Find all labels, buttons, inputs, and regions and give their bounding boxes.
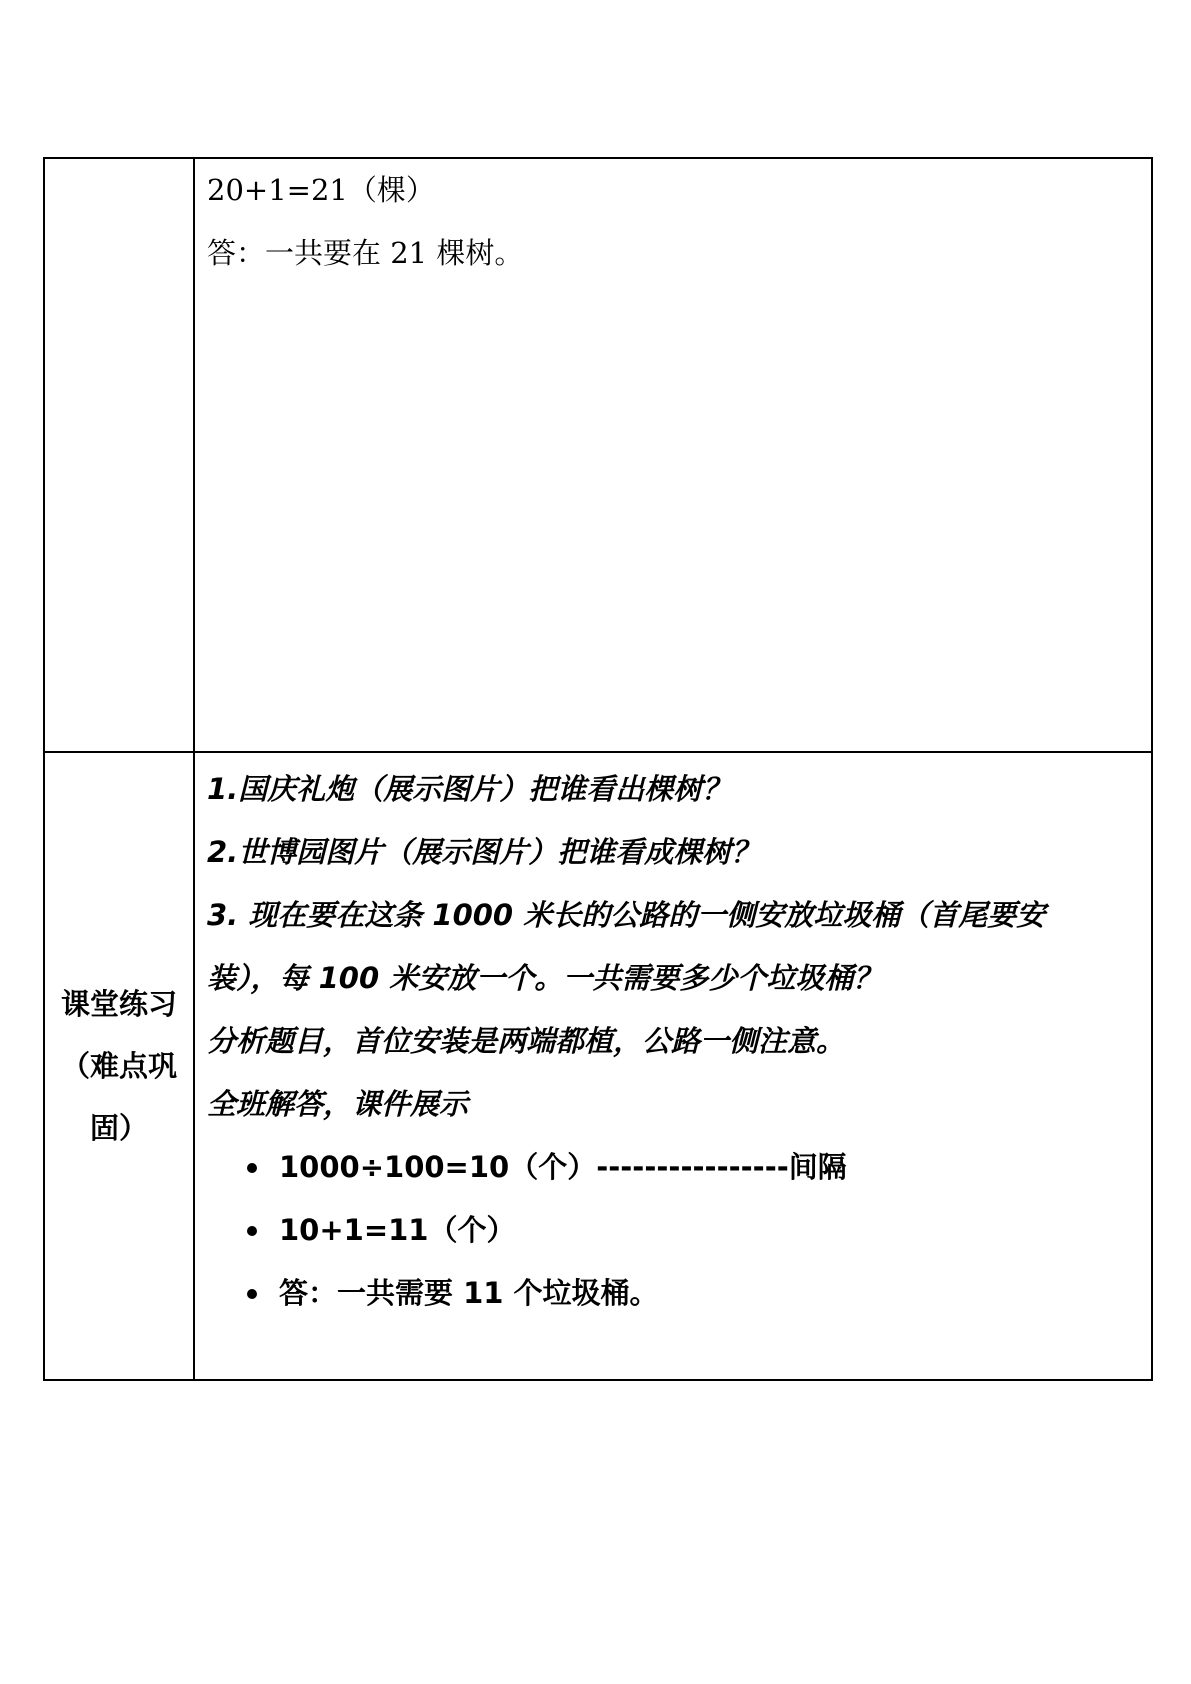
- row-label-cell-practice: [44, 752, 194, 1380]
- list-item: [247, 1199, 1151, 1262]
- question-1: 1.国庆礼炮（展示图片）把谁看出棵树？: [207, 772, 732, 806]
- solution-bullet-list: [207, 1136, 1151, 1325]
- bullet-icon: [247, 1163, 257, 1173]
- lesson-plan-table: [43, 157, 1153, 1381]
- bullet-icon: [247, 1289, 257, 1299]
- analysis-line: 分析题目，首位安装是两端都植，公路一侧注意。: [207, 1024, 846, 1058]
- bullet-icon: [247, 1226, 257, 1236]
- bullet-text: 1000÷100=10（个）----------------间隔: [279, 1150, 847, 1184]
- question-3-line-1: 3. 现在要在这条 1000 米长的公路的一侧安放垃圾桶（首尾要安: [207, 898, 1046, 932]
- answer-line: 答：一共要在 21 棵树。: [207, 236, 524, 270]
- bullet-text: 答：一共需要 11 个垃圾桶。: [279, 1276, 659, 1310]
- calc-line: 20+1=21（棵）: [207, 173, 435, 207]
- row-label-cell-empty: [44, 158, 194, 752]
- table-row-continuation: [44, 158, 1152, 752]
- question-3-line-2: 装），每 100 米安放一个。一共需要多少个垃圾桶？: [207, 961, 883, 995]
- row-label-practice: 课堂练习（难点巩固）: [60, 987, 177, 1145]
- content-cell-practice: [194, 752, 1152, 1380]
- bullet-text: 10+1=11（个）: [279, 1213, 516, 1247]
- list-item: [247, 1136, 1151, 1199]
- list-item: [247, 1262, 1151, 1325]
- practice-content: [195, 753, 1151, 1325]
- question-2: 2.世博园图片（展示图片）把谁看成棵树？: [207, 835, 761, 869]
- content-cell-continuation: [194, 158, 1152, 752]
- continuation-content: [195, 159, 1151, 285]
- table-row-practice: [44, 752, 1152, 1380]
- class-answer-line: 全班解答，课件展示: [207, 1087, 469, 1121]
